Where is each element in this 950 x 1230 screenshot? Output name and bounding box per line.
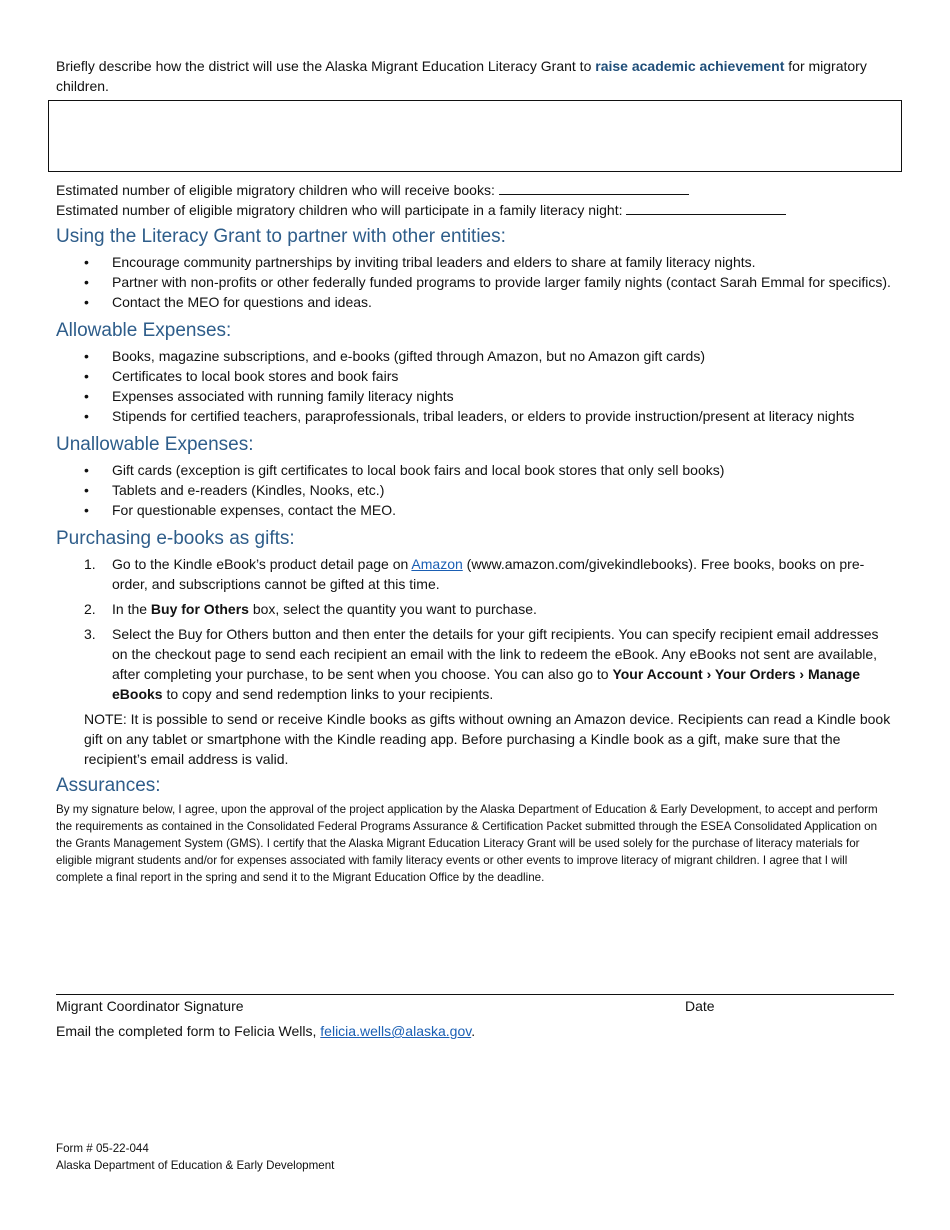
books-estimate-label: Estimated number of eligible migratory children who will receive books:: [56, 182, 495, 198]
signature-row: [56, 996, 894, 1016]
unallowable-heading: Unallowable Expenses:: [56, 434, 254, 455]
main-content: [56, 224, 894, 886]
list-item: 2. In the Buy for Others box, select the quantity you want to purchase.: [84, 601, 537, 617]
estimates-block: [56, 180, 894, 220]
literacy-night-estimate-field[interactable]: [626, 200, 786, 215]
list-item: • Certificates to local book stores and book fairs: [84, 368, 399, 384]
books-estimate-row: [56, 180, 894, 200]
list-item: • Tablets and e-readers (Kindles, Nooks, etc.): [84, 482, 385, 498]
list-item: • Partner with non-profits or other federally funded programs to provide larger family nights (contact Sarah Emmal for specifics).: [84, 274, 891, 290]
signature-line[interactable]: [56, 994, 894, 995]
allowable-heading: Allowable Expenses:: [56, 320, 232, 341]
bullet-icon: •: [84, 368, 89, 384]
bullet-icon: •: [84, 408, 89, 424]
assurances-text: By my signature below, I agree, upon the approval of the project application by the Alaska Department of Education & Early Development, to accept and perform the requirements as contained in the Consolidated Federal Programs Assurance & Certification Packet submitted through the ESEA Consolidated Application on the Grants Management System (GMS). I certify that the Alaska Migrant Education Literacy Grant will be used solely for the purchase of literacy materials for eligible migrant students and/or for expenses associated with family literacy events or other events to improve literacy of migrant children. I agree that I will complete a final report in the spring and send it to the Migrant Education Office by the deadline.: [56, 803, 878, 884]
list-item: • Contact the MEO for questions and ideas.: [84, 294, 372, 310]
email-instruction: Email the completed form to Felicia Wells, felicia.wells@alaska.gov.: [56, 1023, 476, 1039]
literacy-night-estimate-label: Estimated number of eligible migratory children who will participate in a family literacy night:: [56, 202, 623, 218]
list-item: • Encourage community partnerships by inviting tribal leaders and elders to share at family literacy nights.: [84, 254, 756, 270]
list-item: • Books, magazine subscriptions, and e-books (gifted through Amazon, but no Amazon gift cards): [84, 348, 705, 364]
list-item: • Expenses associated with running family literacy nights: [84, 388, 454, 404]
list-item: • Stipends for certified teachers, paraprofessionals, tribal leaders, or elders to provide instruction/present at literacy nights: [84, 408, 855, 424]
intro-highlight: raise academic achievement: [595, 58, 785, 74]
list-item: 1. Go to the Kindle eBook’s product detail page on Amazon (www.amazon.com/givekindlebooks). Free books, books on pre-order, and subscriptions cannot be gifted at this time.: [84, 556, 865, 592]
date-label: Date: [685, 998, 715, 1014]
allowable-list: [56, 346, 894, 426]
bullet-icon: •: [84, 502, 89, 518]
books-estimate-field[interactable]: [499, 180, 689, 195]
bullet-icon: •: [84, 274, 89, 290]
description-textbox[interactable]: [48, 100, 902, 172]
amazon-link[interactable]: Amazon: [411, 556, 463, 572]
list-item: 3. Select the Buy for Others button and then enter the details for your gift recipients. You can specify recipient email addresses on the checkout page to send each recipient an email with the link to redeem the eBook. Any eBooks not sent are available, after completing your purchase, to be sent when you choose. You can also go to Your Account › Your Orders › Manage eBooks to copy and send redemption links to your recipients.: [84, 626, 879, 702]
email-link[interactable]: felicia.wells@alaska.gov: [320, 1023, 472, 1039]
intro-block: [56, 56, 894, 96]
bullet-icon: •: [84, 348, 89, 364]
partner-heading: Using the Literacy Grant to partner with other entities:: [56, 226, 506, 247]
signature-label: Migrant Coordinator Signature: [56, 998, 244, 1014]
literacy-night-estimate-row: [56, 200, 894, 220]
bullet-icon: •: [84, 482, 89, 498]
unallowable-list: [56, 460, 894, 520]
ebooks-heading: Purchasing e-books as gifts:: [56, 528, 295, 549]
footer: [56, 1140, 334, 1174]
bullet-icon: •: [84, 294, 89, 310]
ebooks-steps: [56, 554, 894, 704]
intro-text: Briefly describe how the district will use the Alaska Migrant Education Literacy Grant to raise academic achievement for migratory children.: [56, 58, 867, 94]
bullet-icon: •: [84, 388, 89, 404]
assurances-heading: Assurances:: [56, 775, 161, 796]
list-item: • Gift cards (exception is gift certificates to local book fairs and local book stores that only sell books): [84, 462, 725, 478]
bullet-icon: •: [84, 254, 89, 270]
list-item: • For questionable expenses, contact the MEO.: [84, 502, 397, 518]
partner-list: [56, 252, 894, 312]
bullet-icon: •: [84, 462, 89, 478]
form-number: Form # 05-22-044: [56, 1142, 149, 1155]
agency-name: Alaska Department of Education & Early Development: [56, 1159, 335, 1172]
ebooks-note: NOTE: It is possible to send or receive Kindle books as gifts without owning an Amazon device. Recipients can read a Kindle book gift on any tablet or smartphone with the Kindle reading app. Before purchasing a Kindle book as a gift, make sure that the recipient’s email address is valid.: [84, 711, 891, 767]
